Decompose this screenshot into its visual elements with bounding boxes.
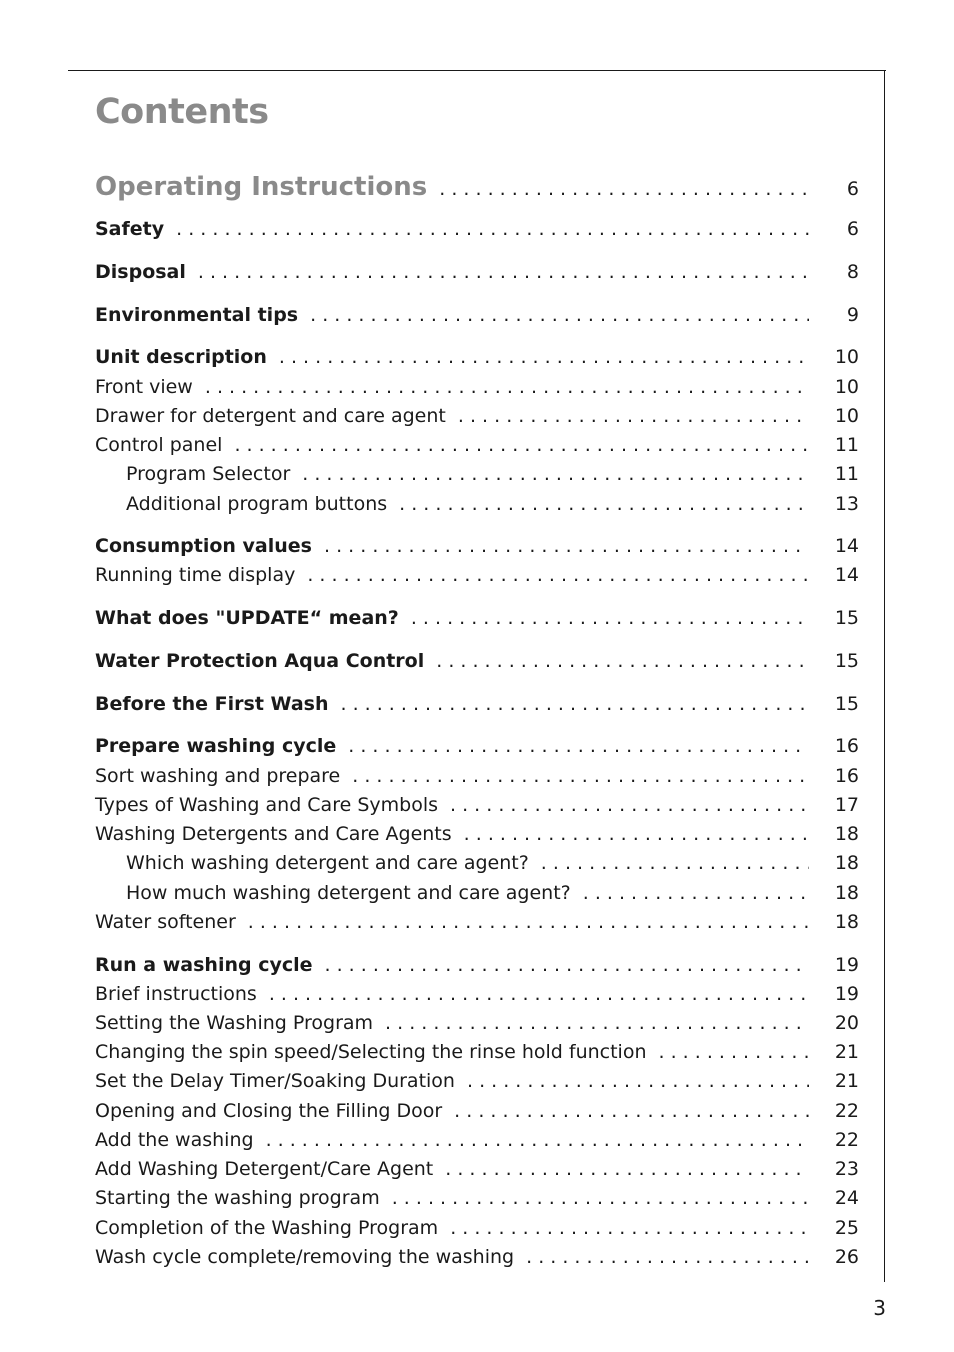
toc-entry[interactable] [126, 879, 859, 907]
dot-leader [279, 343, 809, 371]
toc-entry-page: 22 [834, 1129, 859, 1151]
toc-entry[interactable] [95, 732, 859, 760]
toc-entry-label: Additional program buttons [126, 493, 388, 515]
toc-entry-label: Safety [95, 218, 165, 240]
dot-leader [583, 879, 809, 907]
toc-entry-label: Water Protection Aqua Control [95, 650, 425, 672]
toc-entry-page: 19 [834, 954, 859, 976]
dot-leader [340, 690, 809, 718]
dot-leader [450, 1214, 809, 1242]
toc-entry[interactable] [95, 168, 859, 206]
dot-leader [269, 980, 809, 1008]
dot-leader [325, 951, 809, 979]
dot-leader [205, 373, 809, 401]
dot-leader [266, 1126, 809, 1154]
toc-entry[interactable] [95, 402, 859, 430]
toc-entry[interactable] [95, 647, 859, 675]
dot-leader [348, 732, 809, 760]
toc-entry-page: 14 [834, 535, 859, 557]
toc-entry-page: 15 [834, 693, 859, 715]
toc-entry-page: 19 [834, 983, 859, 1005]
toc-entry-label: Control panel [95, 434, 223, 456]
page-number: 3 [873, 1296, 886, 1320]
toc-entry[interactable] [95, 1243, 859, 1271]
toc-entry-label: Types of Washing and Care Symbols [95, 794, 439, 816]
toc-entry-page: 14 [834, 564, 859, 586]
toc-entry[interactable] [95, 258, 859, 286]
dot-leader [248, 908, 809, 936]
toc-entry-page: 25 [834, 1217, 859, 1239]
dot-leader [399, 490, 809, 518]
toc-entry[interactable] [95, 301, 859, 329]
toc-entry[interactable] [95, 951, 859, 979]
dot-leader [458, 402, 809, 430]
dot-leader [307, 561, 809, 589]
toc-entry-page: 8 [846, 261, 859, 283]
toc-entry[interactable] [95, 820, 859, 848]
toc-entry-page: 21 [834, 1070, 859, 1092]
toc-entry-page: 15 [834, 650, 859, 672]
dot-leader [450, 791, 809, 819]
toc-entry[interactable] [95, 532, 859, 560]
toc-entry[interactable] [95, 1038, 859, 1066]
dot-leader [526, 1243, 809, 1271]
toc-entry-page: 13 [834, 493, 859, 515]
dot-leader [324, 532, 809, 560]
toc-entry-label: Operating Instructions [95, 172, 428, 202]
toc-entry-page: 10 [834, 376, 859, 398]
toc-entry-label: Add Washing Detergent/Care Agent [95, 1158, 434, 1180]
dot-leader [659, 1038, 810, 1066]
toc-entry-label: Environmental tips [95, 304, 299, 326]
dot-leader [411, 604, 809, 632]
toc-entry-page: 18 [834, 911, 859, 933]
toc-entry[interactable] [95, 1155, 859, 1183]
toc-entry-label: Running time display [95, 564, 296, 586]
toc-entry-label: Add the washing [95, 1129, 254, 1151]
toc-entry[interactable] [95, 908, 859, 936]
toc-entry[interactable] [95, 1009, 859, 1037]
toc-entry-label: Before the First Wash [95, 693, 329, 715]
dot-leader [176, 215, 809, 243]
toc-entry[interactable] [95, 690, 859, 718]
dot-leader [234, 431, 809, 459]
dot-leader [198, 258, 809, 286]
dot-leader [436, 647, 809, 675]
toc-entry-label: Changing the spin speed/Selecting the rinse hold function [95, 1041, 647, 1063]
toc-entry-page: 26 [834, 1246, 859, 1268]
toc-entry-page: 10 [834, 346, 859, 368]
toc-entry-label: Sort washing and prepare [95, 765, 341, 787]
toc-entry-label: Run a washing cycle [95, 954, 313, 976]
toc-entry-label: Which washing detergent and care agent? [126, 852, 529, 874]
toc-entry[interactable] [95, 431, 859, 459]
dot-leader [439, 170, 809, 208]
toc-entry-label: Front view [95, 376, 193, 398]
toc-entry[interactable] [95, 980, 859, 1008]
toc-entry-label: What does "UPDATE“ mean? [95, 607, 399, 629]
toc-entry-page: 10 [834, 405, 859, 427]
toc-entry-label: Disposal [95, 261, 186, 283]
toc-entry-page: 18 [834, 882, 859, 904]
toc-entry-label: Program Selector [126, 463, 291, 485]
toc-entry-label: Brief instructions [95, 983, 257, 1005]
toc-entry-label: Prepare washing cycle [95, 735, 337, 757]
toc-entry-label: Starting the washing program [95, 1187, 380, 1209]
toc-entry-label: Set the Delay Timer/Soaking Duration [95, 1070, 455, 1092]
toc-entry-label: Wash cycle complete/removing the washing [95, 1246, 515, 1268]
toc-entry[interactable] [95, 1067, 859, 1095]
toc-entry[interactable] [126, 849, 859, 877]
dot-leader [310, 301, 809, 329]
page-title: Contents [95, 92, 269, 132]
toc-entry-page: 23 [834, 1158, 859, 1180]
toc-entry-page: 15 [834, 607, 859, 629]
toc-entry[interactable] [95, 791, 859, 819]
toc-entry-label: Drawer for detergent and care agent [95, 405, 446, 427]
toc-entry-label: Unit description [95, 346, 267, 368]
dot-leader [392, 1184, 809, 1212]
toc-entry-label: Consumption values [95, 535, 312, 557]
toc-entry[interactable] [126, 490, 859, 518]
dot-leader [454, 1097, 809, 1125]
dot-leader [302, 460, 809, 488]
toc-entry-page: 11 [834, 463, 859, 485]
toc-entry[interactable] [95, 762, 859, 790]
toc-entry[interactable] [95, 1184, 859, 1212]
toc-entry-page: 24 [834, 1187, 859, 1209]
dot-leader [541, 849, 809, 877]
dot-leader [352, 762, 809, 790]
toc-entry-label: Opening and Closing the Filling Door [95, 1100, 443, 1122]
toc-entry-label: Washing Detergents and Care Agents [95, 823, 452, 845]
toc-entry[interactable] [95, 215, 859, 243]
dot-leader [445, 1155, 809, 1183]
toc-entry[interactable] [95, 561, 859, 589]
toc-entry-page: 9 [846, 304, 859, 326]
toc-entry[interactable] [95, 1214, 859, 1242]
toc-entry[interactable] [95, 1097, 859, 1125]
toc-entry[interactable] [95, 373, 859, 401]
toc-entry-label: Setting the Washing Program [95, 1012, 374, 1034]
toc-entry[interactable] [95, 343, 859, 371]
toc-entry-page: 11 [834, 434, 859, 456]
toc-entry-page: 18 [834, 852, 859, 874]
toc-entry-page: 20 [834, 1012, 859, 1034]
toc-entry-page: 17 [834, 794, 859, 816]
toc-entry-label: Water softener [95, 911, 236, 933]
toc-entry-label: Completion of the Washing Program [95, 1217, 439, 1239]
toc-entry-page: 6 [846, 178, 859, 200]
dot-leader [464, 820, 809, 848]
dot-leader [385, 1009, 809, 1037]
toc-entry-page: 21 [834, 1041, 859, 1063]
toc-entry-page: 6 [846, 218, 859, 240]
toc-entry-page: 16 [834, 765, 859, 787]
toc-entry[interactable] [95, 1126, 859, 1154]
toc-entry[interactable] [95, 604, 859, 632]
toc-entry-page: 16 [834, 735, 859, 757]
dot-leader [467, 1067, 809, 1095]
toc-entry-label: How much washing detergent and care agent? [126, 882, 571, 904]
toc-entry[interactable] [126, 460, 859, 488]
toc-entry-page: 22 [834, 1100, 859, 1122]
toc-entry-page: 18 [834, 823, 859, 845]
